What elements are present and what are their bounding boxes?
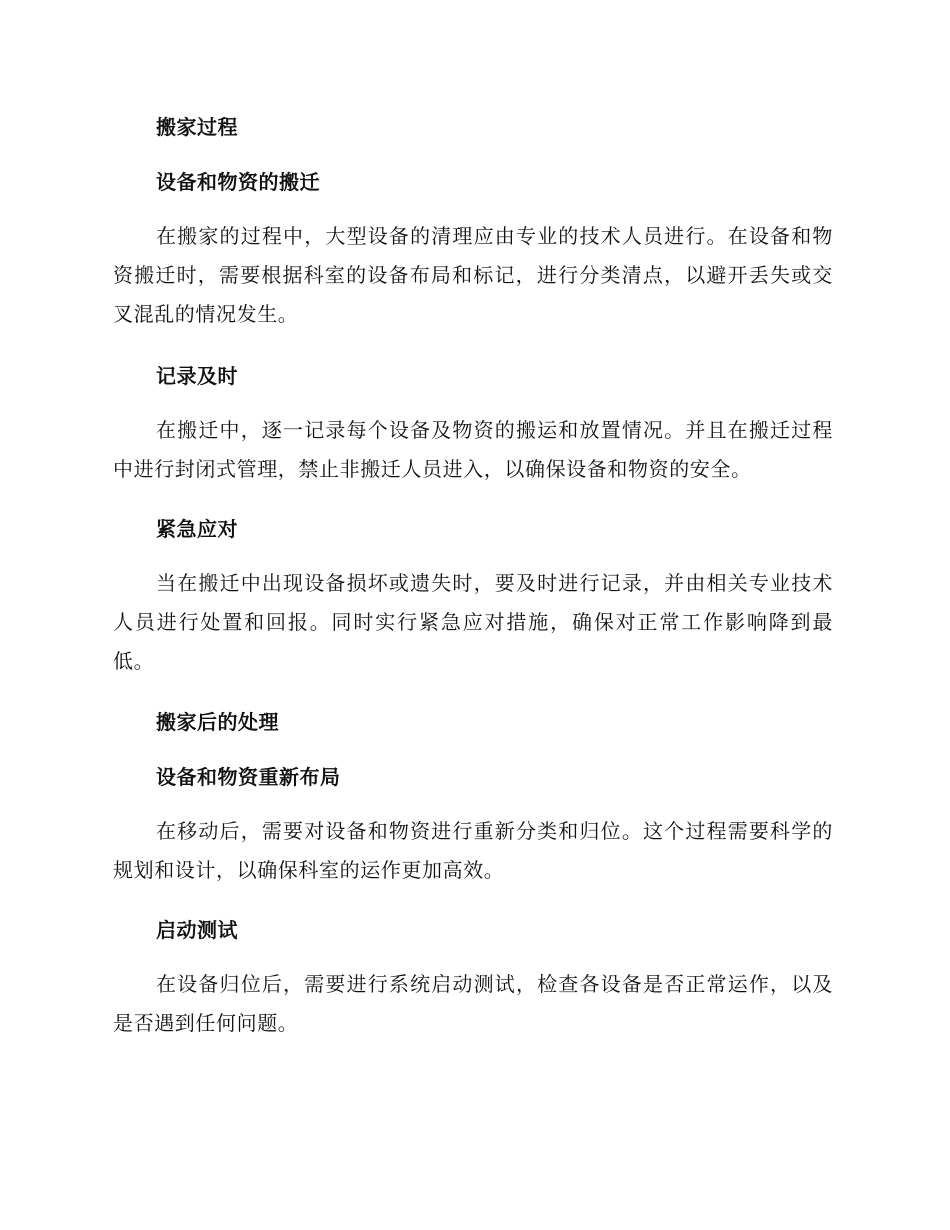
- paragraph-startup-test: 在设备归位后，需要进行系统启动测试，检查各设备是否正常运作，以及是否遇到任何问题。: [113, 972, 833, 1035]
- section-heading-moving-process: 搬家过程: [156, 115, 238, 139]
- subsection-heading-emergency-response: 紧急应对: [156, 517, 238, 541]
- subsection-heading-startup-test: 启动测试: [156, 918, 238, 942]
- section-heading-after-moving: 搬家后的处理: [156, 710, 279, 734]
- subsection-heading-timely-records: 记录及时: [156, 364, 238, 388]
- paragraph-equipment-relocation: 在搬家的过程中，大型设备的清理应由专业的技术人员进行。在设备和物资搬迁时，需要根据科室的设备布局和标记，进行分类清点，以避开丢失或交叉混乱的情况发生。: [113, 224, 833, 326]
- paragraph-timely-records: 在搬迁中，逐一记录每个设备及物资的搬运和放置情况。并且在搬迁过程中进行封闭式管理，禁止非搬迁人员进入，以确保设备和物资的安全。: [113, 418, 833, 481]
- subsection-heading-equipment-relocation: 设备和物资的搬迁: [156, 170, 320, 194]
- subsection-heading-relayout: 设备和物资重新布局: [156, 765, 341, 789]
- paragraph-relayout: 在移动后，需要对设备和物资进行重新分类和归位。这个过程需要科学的规划和设计，以确保科室的运作更加高效。: [113, 819, 833, 882]
- paragraph-emergency-response: 当在搬迁中出现设备损坏或遗失时，要及时进行记录，并由相关专业技术人员进行处置和回报。同时实行紧急应对措施，确保对正常工作影响降到最低。: [113, 571, 833, 673]
